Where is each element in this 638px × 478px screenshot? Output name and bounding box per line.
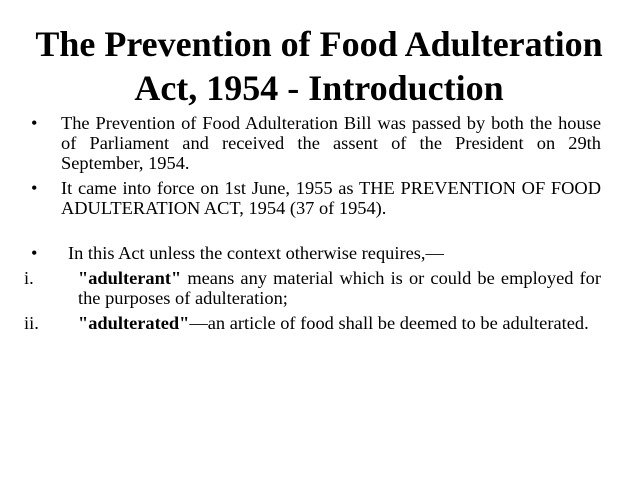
bullet-text: In this Act unless the context otherwise requires,— (68, 243, 444, 263)
bullet-text: The Prevention of Food Adulteration Bill was passed by both the house of Parliament and received the assent of the President on 29th September, 1954. (61, 113, 601, 173)
title-line-2: Act, 1954 - Introduction (134, 68, 504, 108)
definition-text: means any material which is or could be employed for the purposes of adulteration; (78, 268, 601, 308)
slide-title (20, 22, 618, 110)
title-line-1: The Prevention of Food Adulteration (35, 24, 603, 64)
slide-content (24, 113, 601, 333)
definition-item (24, 313, 601, 333)
definition-text: —an article of food shall be deemed to be adulterated. (189, 313, 589, 333)
bullet-item (28, 178, 601, 218)
definition-marker: ii. (24, 313, 39, 333)
definition-item (24, 268, 601, 308)
definition-marker: i. (24, 268, 34, 288)
bullet-text: It came into force on 1st June, 1955 as THE PREVENTION OF FOOD ADULTERATION ACT, 1954 (37 of 1954). (61, 178, 601, 218)
bullet-item (28, 113, 601, 173)
definition-term: "adulterated" (78, 313, 190, 333)
bullet-marker: • (31, 243, 38, 263)
bullet-item (28, 243, 601, 263)
bullet-marker: • (31, 113, 38, 133)
bullet-marker: • (31, 178, 38, 198)
definition-term: "adulterant" (78, 268, 182, 288)
